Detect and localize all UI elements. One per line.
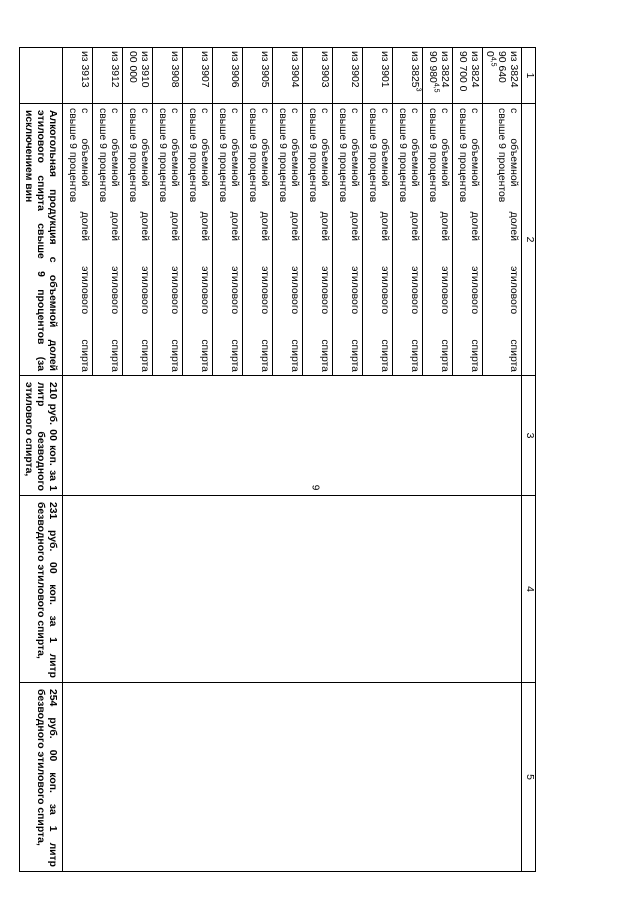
desc-word: этилового (319, 266, 330, 315)
desc-word: спирта (379, 339, 390, 372)
desc-word: спирта (259, 339, 270, 372)
desc-word: этилового (139, 266, 150, 315)
description-cell (423, 104, 453, 376)
desc-word: долей (439, 211, 450, 241)
tariff-code: из 3901 (379, 51, 390, 88)
desc-word: с (139, 108, 150, 114)
desc-line-2: свыше 9 процентов (277, 108, 288, 203)
desc-word: долей (469, 211, 480, 241)
desc-word: этилового (169, 266, 180, 315)
desc-word: этилового (229, 266, 240, 315)
code-cell (303, 48, 333, 104)
rate-cell-col-4: 231 руб. 00 коп. за 1 литр безводного этилового спирта, (20, 496, 63, 683)
description-cell (183, 104, 213, 376)
desc-word: спирта (289, 339, 300, 372)
tariff-code: из 3824 90 640 0 (484, 51, 519, 88)
description-cell (363, 104, 393, 376)
desc-word: этилового (79, 266, 90, 315)
description-cell (483, 104, 522, 376)
excise-rate-table-container (23, 47, 536, 871)
code-cell (243, 48, 273, 104)
desc-word: долей (349, 211, 360, 241)
desc-word: объемной (289, 138, 300, 187)
desc-word: с (469, 108, 480, 114)
desc-word: долей (259, 211, 270, 241)
description-cell (273, 104, 303, 376)
header-row (522, 48, 536, 872)
desc-word: с (349, 108, 360, 114)
excise-rate-table (19, 47, 536, 872)
desc-word: этилового (379, 266, 390, 315)
tariff-code: из 3912 (109, 51, 120, 88)
desc-line-2: свыше 9 процентов (397, 108, 408, 203)
desc-word: спирта (139, 339, 150, 372)
desc-word: долей (319, 211, 330, 241)
desc-line-2: свыше 9 процентов (247, 108, 258, 203)
desc-word: этилового (109, 266, 120, 315)
desc-word: спирта (349, 339, 360, 372)
desc-word: этилового (439, 266, 450, 315)
desc-word: долей (139, 211, 150, 241)
tariff-code: из 3906 (229, 51, 240, 88)
code-footnote: 3 (414, 87, 422, 92)
desc-word: долей (199, 211, 210, 241)
tariff-code: из 3910 00 000 (127, 51, 150, 88)
description-cell (153, 104, 183, 376)
code-cell-empty (20, 48, 63, 104)
desc-line-2: свыше 9 процентов (337, 108, 348, 203)
desc-line-2: свыше 9 процентов (217, 108, 228, 203)
description-cell (393, 104, 423, 376)
description-cell (333, 104, 363, 376)
desc-word: объемной (349, 138, 360, 187)
desc-word: с (169, 108, 180, 114)
desc-word: спирта (439, 339, 450, 372)
desc-word: этилового (259, 266, 270, 315)
description-cell (243, 104, 273, 376)
code-cell (333, 48, 363, 104)
desc-word: спирта (409, 339, 420, 372)
desc-word: долей (289, 211, 300, 241)
desc-word: долей (79, 211, 90, 241)
desc-line-2: свыше 9 процентов (496, 108, 507, 203)
desc-word: этилового (409, 266, 420, 315)
desc-word: спирта (169, 339, 180, 372)
tariff-code: из 3913 (79, 51, 90, 88)
desc-line-2: свыше 9 процентов (97, 108, 108, 203)
desc-word: объемной (199, 138, 210, 187)
desc-word: этилового (349, 266, 360, 315)
table-row (483, 48, 522, 872)
tariff-code: из 3908 (169, 51, 180, 88)
desc-word: этилового (199, 266, 210, 315)
desc-word: спирта (508, 339, 519, 372)
desc-line-2: свыше 9 процентов (307, 108, 318, 203)
desc-word: спирта (79, 339, 90, 372)
tariff-code: из 3824 90 700 0 (457, 51, 480, 92)
code-cell (123, 48, 153, 104)
desc-word: объемной (169, 138, 180, 187)
description-cell (63, 104, 93, 376)
desc-word: долей (508, 211, 519, 241)
desc-word: спирта (109, 339, 120, 372)
code-cell (393, 48, 423, 104)
desc-word: долей (109, 211, 120, 241)
desc-word: с (79, 108, 90, 114)
code-footnote: 4,5 (432, 82, 440, 93)
desc-word: спирта (199, 339, 210, 372)
desc-word: спирта (319, 339, 330, 372)
desc-word: с (319, 108, 330, 114)
rate-cell-col-5-empty (63, 683, 522, 872)
code-cell (483, 48, 522, 104)
desc-word: с (229, 108, 240, 114)
code-cell (213, 48, 243, 104)
desc-word: объемной (319, 138, 330, 187)
desc-line-2: свыше 9 процентов (67, 108, 78, 203)
code-cell (423, 48, 453, 104)
description-cell (213, 104, 243, 376)
code-cell (273, 48, 303, 104)
desc-word: с (439, 108, 450, 114)
desc-word: объемной (379, 138, 390, 187)
page-number: 9 (309, 484, 321, 491)
tariff-code: из 3904 (289, 51, 300, 88)
desc-word: объемной (469, 138, 480, 187)
code-cell (153, 48, 183, 104)
rate-cell-col-4-empty (63, 496, 522, 683)
desc-word: долей (409, 211, 420, 241)
desc-word: с (508, 108, 519, 114)
tariff-code: из 3825 (409, 51, 420, 88)
desc-word: спирта (469, 339, 480, 372)
desc-line-2: свыше 9 процентов (127, 108, 138, 203)
desc-line-2: свыше 9 процентов (157, 108, 168, 203)
description-cell (453, 104, 483, 376)
tariff-code: из 3903 (319, 51, 330, 88)
header-col-2: 2 (522, 104, 536, 376)
rate-cell-col-3: 210 руб. 00 коп. за 1 литр безводного этилового спирта, (20, 376, 63, 496)
desc-word: объемной (139, 138, 150, 187)
tariff-code: из 3905 (259, 51, 270, 88)
desc-word: долей (169, 211, 180, 241)
desc-word: долей (379, 211, 390, 241)
desc-word: объемной (409, 138, 420, 187)
header-col-1: 1 (522, 48, 536, 104)
desc-word: объемной (439, 138, 450, 187)
rate-cell-col-5: 254 руб. 00 коп. за 1 литр безводного этилового спирта, (20, 683, 63, 872)
desc-word: объемной (259, 138, 270, 187)
desc-word: с (109, 108, 120, 114)
desc-word: объемной (109, 138, 120, 187)
code-cell (93, 48, 123, 104)
desc-line-2: свыше 9 процентов (367, 108, 378, 203)
code-cell (363, 48, 393, 104)
alcohol-description: Алкогольная продукция с объемной долей этилового спирта свыше 9 процентов (за исключением вин (20, 104, 63, 376)
description-cell (303, 104, 333, 376)
desc-line-2: свыше 9 процентов (457, 108, 468, 203)
rotated-page (23, 47, 536, 871)
desc-word: этилового (289, 266, 300, 315)
desc-word: с (199, 108, 210, 114)
desc-word: долей (229, 211, 240, 241)
tariff-code: из 3902 (349, 51, 360, 88)
tariff-code: из 3907 (199, 51, 210, 88)
desc-word: с (259, 108, 270, 114)
rate-cell-col-3-empty (63, 376, 522, 496)
desc-word: с (379, 108, 390, 114)
table-row-alcohol (20, 48, 63, 872)
desc-word: этилового (469, 266, 480, 315)
tariff-code: из 3824 90 980 (427, 51, 450, 88)
header-col-4: 4 (522, 496, 536, 683)
description-cell (123, 104, 153, 376)
code-footnote: 4,5 (489, 56, 497, 67)
desc-word: объемной (229, 138, 240, 187)
description-cell (93, 104, 123, 376)
desc-word: спирта (229, 339, 240, 372)
code-cell (453, 48, 483, 104)
code-cell (63, 48, 93, 104)
desc-line-2: свыше 9 процентов (427, 108, 438, 203)
code-cell (183, 48, 213, 104)
desc-line-2: свыше 9 процентов (187, 108, 198, 203)
desc-word: с (409, 108, 420, 114)
desc-word: этилового (508, 266, 519, 315)
header-col-5: 5 (522, 683, 536, 872)
desc-word: объемной (79, 138, 90, 187)
desc-word: с (289, 108, 300, 114)
header-col-3: 3 (522, 376, 536, 496)
desc-word: объемной (508, 138, 519, 187)
